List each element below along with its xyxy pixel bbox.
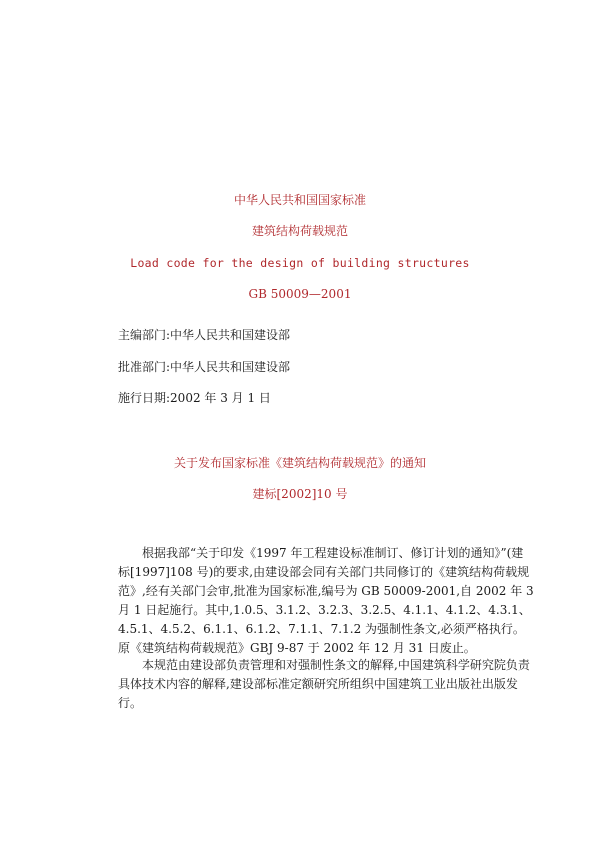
standard-title-en: Load code for the design of building structures: [130, 256, 470, 270]
effective-date: 施行日期:2002 年 3 月 1 日: [118, 391, 271, 405]
notice-doc-number: 建标[2002]10 号: [252, 487, 348, 501]
notice-title: 关于发布国家标准《建筑结构荷载规范》的通知: [173, 456, 426, 470]
national-standard-heading: 中华人民共和国国家标准: [233, 193, 366, 207]
paragraph-line: 原《建筑结构荷载规范》GBJ 9-87 于 2002 年 12 月 31 日废止。: [118, 641, 476, 655]
approval-dept: 批准部门:中华人民共和国建设部: [118, 360, 291, 374]
standard-code: GB 50009—2001: [248, 287, 352, 301]
notice-paragraph-1: [118, 544, 534, 658]
paragraph-line: 范》,经有关部门会审,批准为国家标准,编号为 GB 50009-2001,自 2002 年 3: [118, 584, 534, 598]
paragraph-line: 标[1997]108 号)的要求,由建设部会同有关部门共同修订的《建筑结构荷载规: [118, 565, 530, 579]
paragraph-line: 行。: [118, 696, 143, 710]
paragraph-line: 根据我部“关于印发《1997 年工程建设标准制订、修订计划的通知》”(建: [142, 546, 524, 560]
paragraph-line: 本规范由建设部负责管理和对强制性条文的解释,中国建筑科学研究院负责: [142, 658, 530, 672]
standard-title-cn: 建筑结构荷载规范: [251, 224, 348, 238]
paragraph-line: 月 1 日起施行。其中,1.0.5、3.1.2、3.2.3、3.2.5、4.1.1、4.1.2、4.3.1、: [118, 603, 531, 617]
notice-paragraph-2: [118, 656, 530, 713]
paragraph-line: 4.5.1、4.5.2、6.1.1、6.1.2、7.1.1、7.1.2 为强制性条文,必须严格执行。: [118, 622, 525, 636]
paragraph-line: 具体技术内容的解释,建设部标准定额研究所组织中国建筑工业出版社出版发: [118, 677, 518, 691]
chief-editor-dept: 主编部门:中华人民共和国建设部: [118, 328, 291, 342]
